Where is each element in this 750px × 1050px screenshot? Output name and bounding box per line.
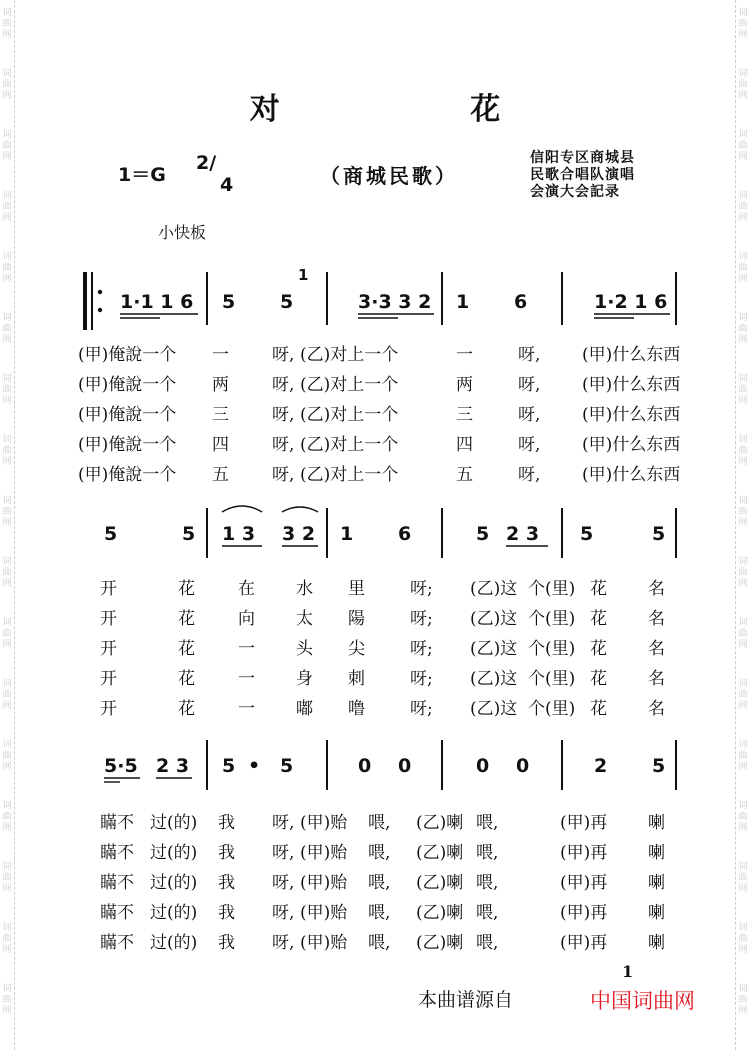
lyric-syllable: 喂, xyxy=(476,903,499,923)
watermark-text: 词 曲 网 xyxy=(2,923,12,955)
lyric-line xyxy=(0,808,750,834)
lyric-syllable: 花 xyxy=(590,639,607,659)
lyric-syllable: 一 xyxy=(238,699,255,719)
key-signature: 1＝G xyxy=(118,164,166,186)
lyric-syllable: 三 xyxy=(212,405,229,425)
note-group: 1·1 1 6 xyxy=(120,291,194,313)
lyric-syllable: (甲)什么东西 xyxy=(582,435,681,455)
lyric-syllable: (乙)喇 xyxy=(416,813,464,833)
genre-label: （商城民歌） xyxy=(320,164,458,188)
watermark-text: 词 曲 网 xyxy=(2,435,12,467)
lyric-syllable: 喂, xyxy=(476,873,499,893)
lyric-syllable: 呀; xyxy=(410,639,433,659)
note: 6 xyxy=(398,523,412,545)
watermark-text: 词 曲 网 xyxy=(738,984,748,1016)
lyric-syllable: (甲)什么东西 xyxy=(582,375,681,395)
dot: • xyxy=(248,755,261,777)
time-signature: 2/ 4 xyxy=(196,152,234,196)
lyric-syllable: 喂, xyxy=(368,813,391,833)
lyric-syllable: 四 xyxy=(456,435,473,455)
lyric-syllable: 呀, xyxy=(518,465,541,485)
watermark-text: 词 曲 网 xyxy=(2,496,12,528)
lyric-syllable: 瞞不 xyxy=(100,873,134,893)
watermark-text: 词 曲 网 xyxy=(738,8,748,40)
lyric-syllable: 过(的) xyxy=(150,873,198,893)
footer-source-text: 本曲谱源自 xyxy=(418,989,514,1011)
watermark-text: 词 曲 网 xyxy=(2,862,12,894)
lyric-syllable: 陽 xyxy=(348,609,365,629)
lyric-syllable: 开 xyxy=(100,699,117,719)
note-group: 2 3 xyxy=(156,755,190,777)
lyric-syllable: 噜 xyxy=(348,699,365,719)
note-group: 2 3 xyxy=(506,523,540,545)
lyric-line xyxy=(0,400,750,426)
lyric-line xyxy=(0,694,750,720)
note: 1 xyxy=(340,523,354,545)
watermark-text: 词 曲 网 xyxy=(2,191,12,223)
watermark-text: 词 曲 网 xyxy=(738,862,748,894)
lyric-syllable: 喂, xyxy=(368,873,391,893)
lyric-line xyxy=(0,430,750,456)
lyric-syllable: 瞞不 xyxy=(100,813,134,833)
lyric-syllable: 水 xyxy=(296,579,313,599)
lyric-syllable: 开 xyxy=(100,639,117,659)
grace-note: 1 xyxy=(298,266,309,284)
note: 6 xyxy=(514,291,528,313)
slur xyxy=(222,506,262,512)
lyric-syllable: (甲)什么东西 xyxy=(582,465,681,485)
system1-notes xyxy=(120,266,670,318)
lyric-syllable: 我 xyxy=(218,843,235,863)
lyric-syllable: 花 xyxy=(590,579,607,599)
lyric-syllable: 呀, xyxy=(518,435,541,455)
lyric-syllable: 向 xyxy=(238,609,255,629)
system2-barlines xyxy=(207,508,676,558)
credit-line: 会演大会記录 xyxy=(530,184,620,200)
lyric-syllable: 花 xyxy=(178,579,195,599)
lyric-syllable: 喂, xyxy=(368,843,391,863)
lyric-syllable: (乙)喇 xyxy=(416,843,464,863)
lyric-syllable: (甲)再 xyxy=(560,873,608,893)
lyric-syllable: 瞞不 xyxy=(100,933,134,953)
lyric-syllable: 太 xyxy=(296,609,313,629)
lyric-syllable: (甲)再 xyxy=(560,933,608,953)
lyric-syllable: 里 xyxy=(348,579,365,599)
lyric-syllable: (甲)再 xyxy=(560,813,608,833)
lyric-syllable: 喇 xyxy=(648,873,665,893)
repeat-dot xyxy=(98,308,102,312)
lyric-syllable: 喂, xyxy=(476,843,499,863)
credit-line: 信阳专区商城县 xyxy=(530,150,635,166)
lyric-syllable: (甲)贻 xyxy=(300,873,348,893)
lyric-syllable: 身 xyxy=(296,669,313,689)
lyric-syllable: (甲)贻 xyxy=(300,813,348,833)
watermark-text: 词 曲 网 xyxy=(2,313,12,345)
lyric-syllable: 花 xyxy=(590,699,607,719)
lyric-syllable: 喂, xyxy=(368,903,391,923)
watermark-text: 词 曲 网 xyxy=(738,252,748,284)
credit-line: 民歌合唱队演唱 xyxy=(530,167,635,183)
lyric-syllable: (乙)对上一个 xyxy=(300,405,399,425)
slur xyxy=(282,507,318,512)
note: 5 xyxy=(222,291,236,313)
lyric-line xyxy=(0,604,750,630)
lyric-syllable: 呀; xyxy=(410,609,433,629)
lyric-syllable: 花 xyxy=(590,669,607,689)
lyric-syllable: 名 xyxy=(648,669,665,689)
lyric-syllable: 喇 xyxy=(648,933,665,953)
lyric-syllable: 我 xyxy=(218,873,235,893)
lyric-syllable: 过(的) xyxy=(150,843,198,863)
lyric-syllable: 花 xyxy=(178,609,195,629)
lyric-syllable: 一 xyxy=(456,345,473,365)
watermark-text: 词 曲 网 xyxy=(2,69,12,101)
lyric-syllable: (乙)这 xyxy=(470,609,518,629)
watermark-text: 词 曲 网 xyxy=(738,313,748,345)
watermark-text: 词 曲 网 xyxy=(738,191,748,223)
lyric-syllable: 在 xyxy=(238,579,255,599)
lyric-syllable: (甲)贻 xyxy=(300,843,348,863)
note: 1 xyxy=(456,291,470,313)
lyric-syllable: 嘟 xyxy=(296,699,313,719)
note: 5 xyxy=(222,755,236,777)
lyric-syllable: 刺 xyxy=(348,669,365,689)
rest: 0 xyxy=(358,755,372,777)
lyric-syllable: 五 xyxy=(456,465,473,485)
system2-notes xyxy=(104,506,665,546)
lyric-syllable: 名 xyxy=(648,699,665,719)
lyric-syllable: 呀, xyxy=(272,345,295,365)
lyric-syllable: 五 xyxy=(212,465,229,485)
lyric-syllable: (甲)再 xyxy=(560,903,608,923)
time-numerator: 2 xyxy=(196,152,210,174)
note: 5 xyxy=(652,755,666,777)
lyric-syllable: 呀, xyxy=(272,843,295,863)
lyric-syllable: 个(里) xyxy=(528,579,576,599)
watermark-text: 词 曲 网 xyxy=(738,435,748,467)
lyric-syllable: 瞞不 xyxy=(100,903,134,923)
lyric-syllable: (甲)俺說一个 xyxy=(78,465,177,485)
lyric-syllable: 喂, xyxy=(476,813,499,833)
lyric-syllable: 开 xyxy=(100,609,117,629)
lyric-syllable: 四 xyxy=(212,435,229,455)
note-group: 1 3 xyxy=(222,523,256,545)
lyric-line xyxy=(0,634,750,660)
watermark-text: 词 曲 网 xyxy=(2,740,12,772)
lyric-syllable: 呀, xyxy=(272,903,295,923)
lyric-line xyxy=(0,574,750,600)
lyric-syllable: 喂, xyxy=(368,933,391,953)
lyric-syllable: (乙)对上一个 xyxy=(300,435,399,455)
lyric-syllable: 名 xyxy=(648,579,665,599)
watermark-text: 词 曲 网 xyxy=(2,374,12,406)
watermark-text: 词 曲 网 xyxy=(738,801,748,833)
lyric-syllable: 我 xyxy=(218,813,235,833)
lyric-syllable: 呀, xyxy=(272,405,295,425)
lyric-line xyxy=(0,664,750,690)
lyric-syllable: 个(里) xyxy=(528,699,576,719)
lyric-syllable: 尖 xyxy=(348,639,365,659)
lyric-syllable: 呀; xyxy=(410,669,433,689)
lyric-syllable: 瞞不 xyxy=(100,843,134,863)
lyric-syllable: (乙)喇 xyxy=(416,903,464,923)
lyric-syllable: 过(的) xyxy=(150,903,198,923)
lyric-syllable: 花 xyxy=(590,609,607,629)
lyric-line xyxy=(0,340,750,366)
lyric-syllable: 开 xyxy=(100,669,117,689)
lyric-syllable: (甲)俺說一个 xyxy=(78,375,177,395)
lyric-line xyxy=(0,460,750,486)
lyric-syllable: 喇 xyxy=(648,843,665,863)
lyric-syllable: 一 xyxy=(212,345,229,365)
lyric-syllable: 我 xyxy=(218,903,235,923)
note: 2 xyxy=(594,755,608,777)
lyric-syllable: (乙)这 xyxy=(470,699,518,719)
lyric-syllable: (甲)再 xyxy=(560,843,608,863)
page-number: 1 xyxy=(622,962,634,981)
watermark-text: 词 曲 网 xyxy=(2,679,12,711)
watermark-text: 词 曲 网 xyxy=(738,557,748,589)
lyric-syllable: (乙)这 xyxy=(470,639,518,659)
lyric-line xyxy=(0,898,750,924)
note-group: 3 2 xyxy=(282,523,316,545)
lyric-syllable: (甲)俺說一个 xyxy=(78,345,177,365)
rest: 0 xyxy=(516,755,530,777)
repeat-dot xyxy=(98,290,102,294)
watermark-text: 词 曲 网 xyxy=(738,496,748,528)
lyric-syllable: 呀, xyxy=(272,873,295,893)
lyric-syllable: (甲)俺說一个 xyxy=(78,435,177,455)
note: 5 xyxy=(476,523,490,545)
lyric-syllable: (乙)对上一个 xyxy=(300,345,399,365)
lyric-line xyxy=(0,928,750,954)
lyric-syllable: 呀, xyxy=(518,375,541,395)
note-group: 5·5 xyxy=(104,755,138,777)
lyric-syllable: 喇 xyxy=(648,813,665,833)
watermark-text: 词 曲 网 xyxy=(2,801,12,833)
note: 5 xyxy=(580,523,594,545)
rest: 0 xyxy=(398,755,412,777)
lyric-syllable: (甲)贻 xyxy=(300,933,348,953)
watermark-text: 词 曲 网 xyxy=(738,130,748,162)
lyric-syllable: 两 xyxy=(456,375,473,395)
lyric-line xyxy=(0,838,750,864)
tempo-marking: 小快板 xyxy=(158,223,207,242)
lyric-syllable: 呀, xyxy=(272,933,295,953)
watermark-text: 词 曲 网 xyxy=(2,984,12,1016)
note: 5 xyxy=(652,523,666,545)
lyric-syllable: (乙)这 xyxy=(470,669,518,689)
time-denominator: 4 xyxy=(220,174,234,196)
lyric-syllable: 呀; xyxy=(410,579,433,599)
watermark-text: 词 曲 网 xyxy=(738,69,748,101)
lyric-syllable: 开 xyxy=(100,579,117,599)
rest: 0 xyxy=(476,755,490,777)
lyric-syllable: 呀, xyxy=(272,375,295,395)
lyric-syllable: 呀, xyxy=(518,345,541,365)
lyric-syllable: (甲)什么东西 xyxy=(582,405,681,425)
note: 5 xyxy=(280,755,294,777)
lyric-syllable: 过(的) xyxy=(150,933,198,953)
lyric-line xyxy=(0,868,750,894)
lyric-syllable: (甲)俺說一个 xyxy=(78,405,177,425)
lyric-syllable: 花 xyxy=(178,699,195,719)
watermark-text: 词 曲 网 xyxy=(2,8,12,40)
lyric-syllable: 名 xyxy=(648,609,665,629)
watermark-text: 词 曲 网 xyxy=(738,740,748,772)
lyric-syllable: (甲)什么东西 xyxy=(582,345,681,365)
watermark-text: 词 曲 网 xyxy=(738,618,748,650)
lyric-syllable: (乙)喇 xyxy=(416,873,464,893)
lyric-syllable: 个(里) xyxy=(528,639,576,659)
lyric-syllable: 一 xyxy=(238,639,255,659)
lyric-syllable: 呀, xyxy=(272,465,295,485)
lyric-syllable: 喂, xyxy=(476,933,499,953)
lyric-syllable: 呀, xyxy=(518,405,541,425)
watermark-text: 词 曲 网 xyxy=(738,374,748,406)
lyric-syllable: 呀; xyxy=(410,699,433,719)
lyric-syllable: (乙)对上一个 xyxy=(300,375,399,395)
note: 5 xyxy=(104,523,118,545)
lyric-syllable: (乙)喇 xyxy=(416,933,464,953)
lyric-line xyxy=(0,370,750,396)
watermark-text: 词 曲 网 xyxy=(2,130,12,162)
watermark-text: 词 曲 网 xyxy=(2,557,12,589)
lyric-syllable: 两 xyxy=(212,375,229,395)
lyric-syllable: 过(的) xyxy=(150,813,198,833)
watermark-text: 词 曲 网 xyxy=(2,252,12,284)
lyric-syllable: 花 xyxy=(178,639,195,659)
lyric-syllable: 呀, xyxy=(272,813,295,833)
lyric-syllable: (乙)对上一个 xyxy=(300,465,399,485)
lyric-syllable: 三 xyxy=(456,405,473,425)
system3-notes xyxy=(104,755,665,782)
watermark-text: 词 曲 网 xyxy=(738,679,748,711)
lyric-syllable: 个(里) xyxy=(528,669,576,689)
lyric-syllable: 个(里) xyxy=(528,609,576,629)
note-group: 1·2 1 6 xyxy=(594,291,668,313)
song-title: 对 花 xyxy=(249,92,591,127)
lyric-syllable: 一 xyxy=(238,669,255,689)
footer-site-link[interactable]: 中国词曲网 xyxy=(590,989,695,1013)
watermark-text: 词 曲 网 xyxy=(738,923,748,955)
lyric-syllable: 头 xyxy=(296,639,313,659)
lyric-syllable: 呀, xyxy=(272,435,295,455)
note: 5 xyxy=(280,291,294,313)
lyric-syllable: (乙)这 xyxy=(470,579,518,599)
lyric-syllable: 喇 xyxy=(648,903,665,923)
note: 5 xyxy=(182,523,196,545)
lyric-syllable: 名 xyxy=(648,639,665,659)
lyric-syllable: 花 xyxy=(178,669,195,689)
lyric-syllable: (甲)贻 xyxy=(300,903,348,923)
lyric-syllable: 我 xyxy=(218,933,235,953)
note-group: 3·3 3 2 xyxy=(358,291,432,313)
watermark-text: 词 曲 网 xyxy=(2,618,12,650)
